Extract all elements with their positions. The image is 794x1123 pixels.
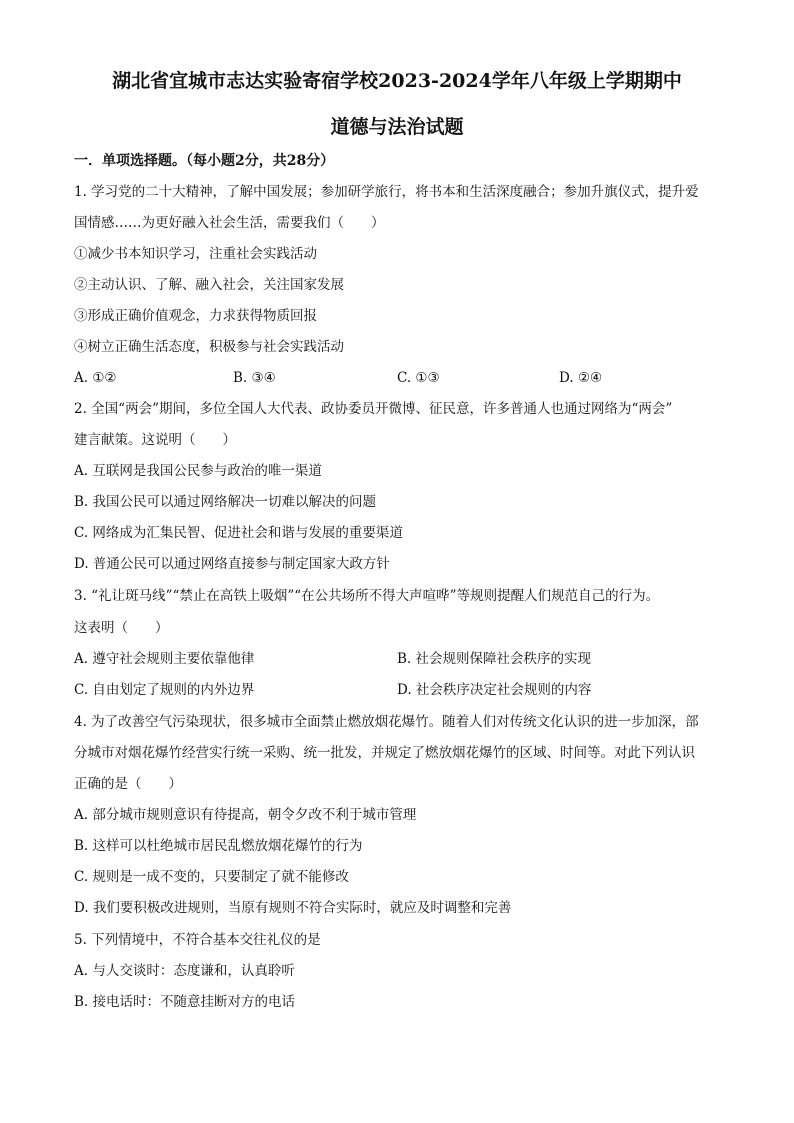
question-3-option-d: D. 社会秩序决定社会规则的内容 [397,682,592,698]
question-5-option-a: A. 与人交谈时：态度谦和，认真聆听 [74,963,295,979]
question-2-option-a: A. 互联网是我国公民参与政治的唯一渠道 [74,463,322,479]
question-1-option-a: A. ①② [74,370,117,386]
question-4-stem-line-2: 分城市对烟花爆竹经营实行统一采购、统一批发，并规定了燃放烟花爆竹的区域、时间等。对此下列认识 [74,745,695,761]
question-4-stem-line-1: 4. 为了改善空气污染现状，很多城市全面禁止燃放烟花爆竹。随着人们对传统文化认识的进一步加深，部 [74,714,699,730]
question-4-option-a: A. 部分城市规则意识有待提高，朝令夕改不利于城市管理 [74,807,417,823]
question-3-stem-line-2: 这表明（ ） [74,620,169,636]
question-1-statement-3: ③形成正确价值观念，力求获得物质回报 [74,308,317,324]
section-heading: 一．单项选择题。（每小题2分，共28分） [74,153,335,169]
question-3-stem-line-1: 3. “礼让斑马线”“禁止在高铁上吸烟”“在公共场所不得大声喧哗”等规则提醒人们规范自己的行为。 [74,588,660,604]
question-4-option-c: C. 规则是一成不变的，只要制定了就不能修改 [74,869,349,885]
exam-title-line2: 道德与法治试题 [330,116,464,138]
question-1-option-c: C. ①③ [397,370,440,386]
question-5-option-b: B. 接电话时：不随意挂断对方的电话 [74,994,296,1010]
question-1-statement-4: ④树立正确生活态度，积极参与社会实践活动 [74,339,344,355]
question-3-option-b: B. 社会规则保障社会秩序的实现 [397,651,592,667]
question-1-stem-line-2: 国情感……为更好融入社会生活，需要我们（ ） [74,215,385,231]
question-4-stem-line-3: 正确的是（ ） [74,776,182,792]
question-3-option-a: A. 遵守社会规则主要依靠他律 [74,651,255,667]
question-5-stem-line-1: 5. 下列情境中，不符合基本交往礼仪的是 [74,932,321,948]
question-2-option-c: C. 网络成为汇集民智、促进社会和谐与发展的重要渠道 [74,525,403,541]
question-2-option-b: B. 我国公民可以通过网络解决一切难以解决的问题 [74,494,377,510]
question-3-option-c: C. 自由划定了规则的内外边界 [74,682,255,698]
question-2-stem-line-1: 2. 全国“两会”期间，多位全国人大代表、政协委员开微博、征民意，许多普通人也通过网络为“两会” [74,401,673,417]
exam-title-line1: 湖北省宜城市志达实验寄宿学校2023-2024学年八年级上学期期中 [112,70,682,92]
question-1-statement-2: ②主动认识、了解、融入社会，关注国家发展 [74,277,344,293]
question-4-option-d: D. 我们要积极改进规则，当原有规则不符合实际时，就应及时调整和完善 [74,900,512,916]
question-1-option-d: D. ②④ [559,370,603,386]
question-2-option-d: D. 普通公民可以通过网络直接参与制定国家大政方针 [74,556,390,572]
question-1-stem-line-1: 1. 学习党的二十大精神，了解中国发展；参加研学旅行，将书本和生活深度融合；参加升旗仪式，提升爱 [74,184,699,200]
question-4-option-b: B. 这样可以杜绝城市居民乱燃放烟花爆竹的行为 [74,838,363,854]
question-2-stem-line-2: 建言献策。这说明（ ） [74,432,236,448]
question-1-statement-1: ①减少书本知识学习，注重社会实践活动 [74,246,317,262]
question-1-option-b: B. ③④ [233,370,276,386]
